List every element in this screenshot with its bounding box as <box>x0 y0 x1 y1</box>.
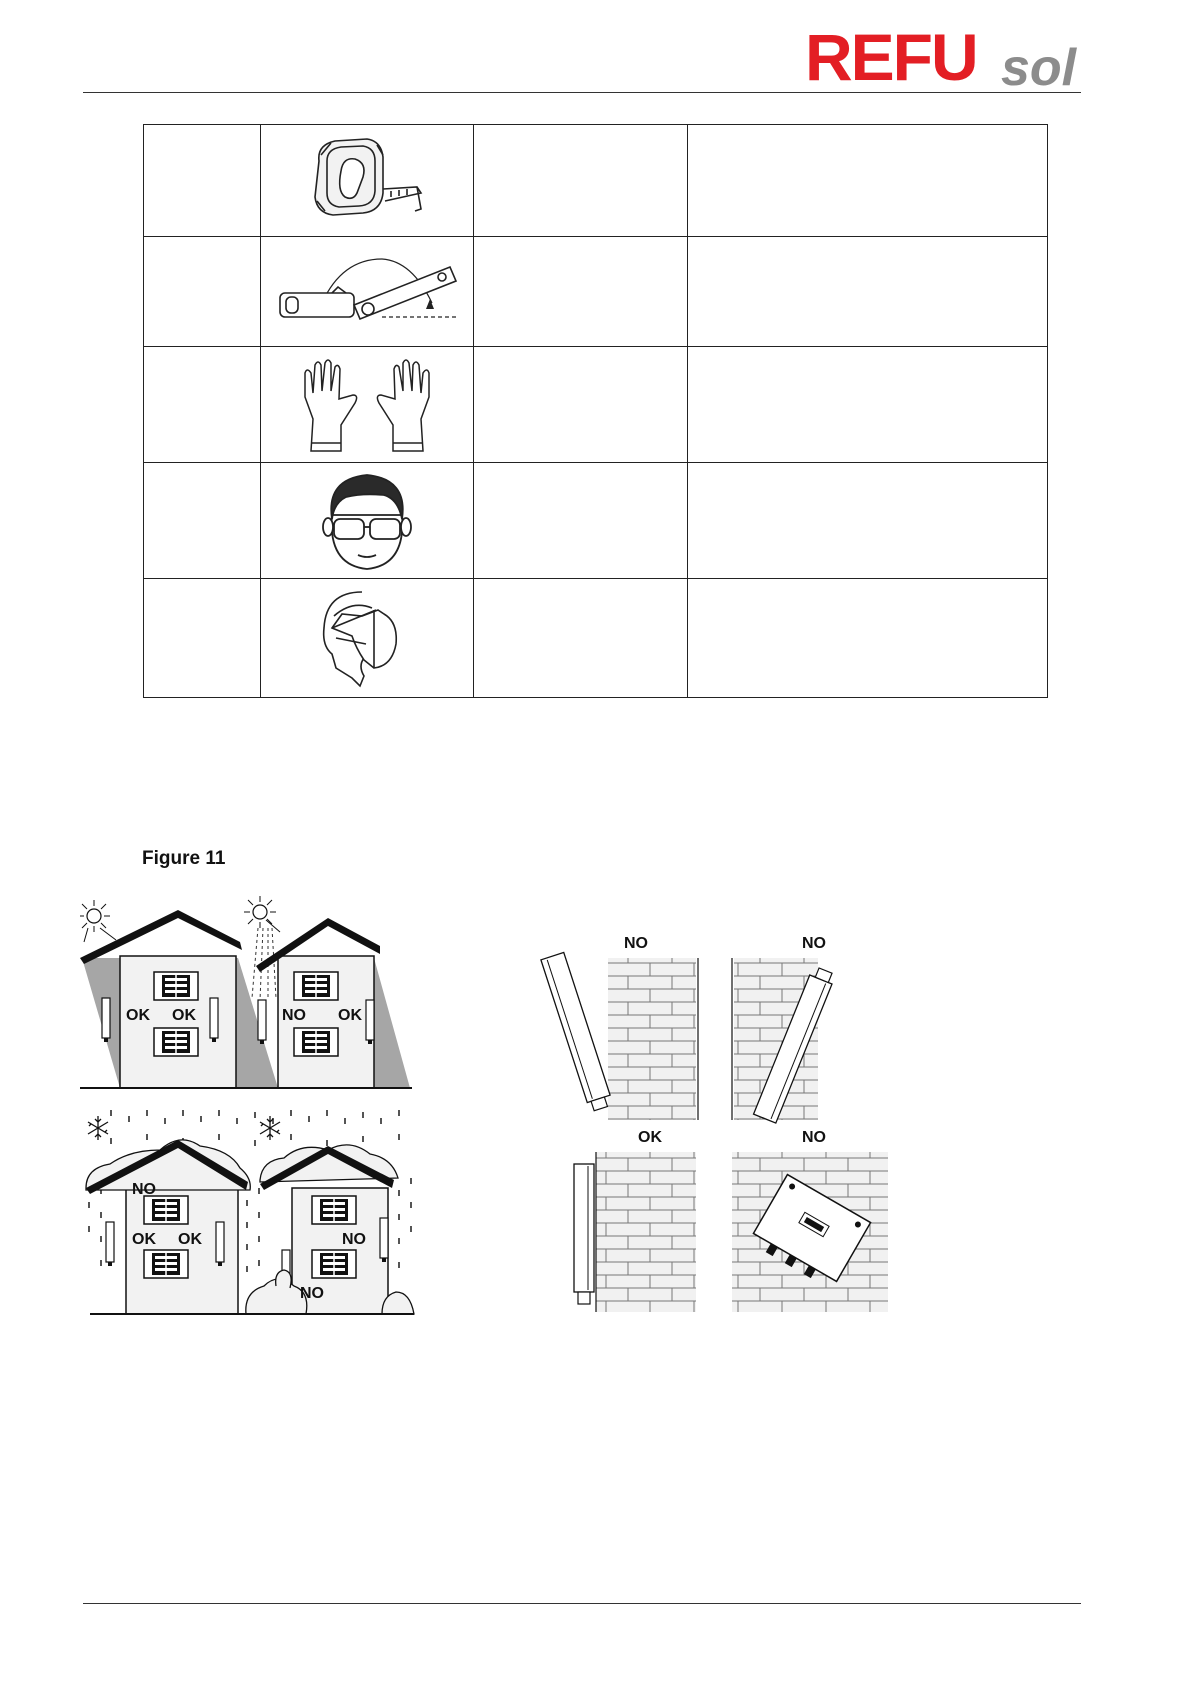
label-mount-top-left: NO <box>624 935 648 952</box>
label-mount-top-right: NO <box>802 935 826 952</box>
measuring-tape-icon <box>297 131 437 231</box>
row-label-cell <box>144 237 261 347</box>
icon-cell <box>261 463 474 579</box>
tool-name-cell <box>474 463 688 579</box>
tool-description-cell <box>688 237 1048 347</box>
figure-caption: Figure 11 <box>142 848 226 869</box>
tool-description-cell <box>688 463 1048 579</box>
icon-cell <box>261 125 474 237</box>
label-sun-right-east: OK <box>338 1007 362 1024</box>
row-label-cell <box>144 463 261 579</box>
label-mount-bottom-left: OK <box>638 1129 662 1146</box>
row-label-cell <box>144 579 261 698</box>
house-snow-left <box>86 1116 250 1314</box>
label-snow-left-top: NO <box>132 1181 156 1198</box>
icon-cell <box>261 237 474 347</box>
label-sun-right-west: NO <box>282 1007 306 1024</box>
table-row <box>144 579 1048 698</box>
logo-main-text: REFU <box>805 20 977 94</box>
label-sun-left-east: OK <box>172 1007 196 1024</box>
table-row <box>144 347 1048 463</box>
logo-sub-text: sol <box>1001 39 1077 97</box>
label-snow-right-bottom: NO <box>300 1285 324 1302</box>
footer-rule <box>83 1603 1081 1604</box>
header-rule <box>83 92 1081 93</box>
house-location-illustration <box>80 888 420 1318</box>
protective-gloves-icon <box>297 355 437 455</box>
wall-mounting-illustration <box>540 924 900 1314</box>
label-snow-left-east: OK <box>178 1231 202 1248</box>
house-sun-right <box>244 896 412 1088</box>
tool-description-cell <box>688 579 1048 698</box>
tool-name-cell <box>474 237 688 347</box>
mount-top-right <box>732 935 836 1123</box>
mount-bottom-right <box>732 1129 888 1312</box>
tool-name-cell <box>474 125 688 237</box>
tool-name-cell <box>474 347 688 463</box>
label-sun-left-west: OK <box>126 1007 150 1024</box>
row-label-cell <box>144 125 261 237</box>
icon-cell <box>261 579 474 698</box>
mount-top-left <box>541 935 698 1120</box>
label-mount-bottom-right: NO <box>802 1129 826 1146</box>
dust-mask-icon <box>312 588 422 688</box>
tool-description-cell <box>688 347 1048 463</box>
mount-bottom-left <box>574 1129 696 1312</box>
tool-name-cell <box>474 579 688 698</box>
icon-cell <box>261 347 474 463</box>
house-sun-left <box>80 900 280 1088</box>
table-row <box>144 463 1048 579</box>
brand-logo <box>805 20 1081 97</box>
tool-description-cell <box>688 125 1048 237</box>
label-snow-left-west: OK <box>132 1231 156 1248</box>
table-row <box>144 125 1048 237</box>
tools-table <box>143 124 1048 698</box>
spirit-level-icon <box>272 247 462 337</box>
label-snow-right-east: NO <box>342 1231 366 1248</box>
house-snow-right <box>246 1116 414 1314</box>
row-label-cell <box>144 347 261 463</box>
safety-goggles-icon <box>312 469 422 573</box>
table-row <box>144 237 1048 347</box>
